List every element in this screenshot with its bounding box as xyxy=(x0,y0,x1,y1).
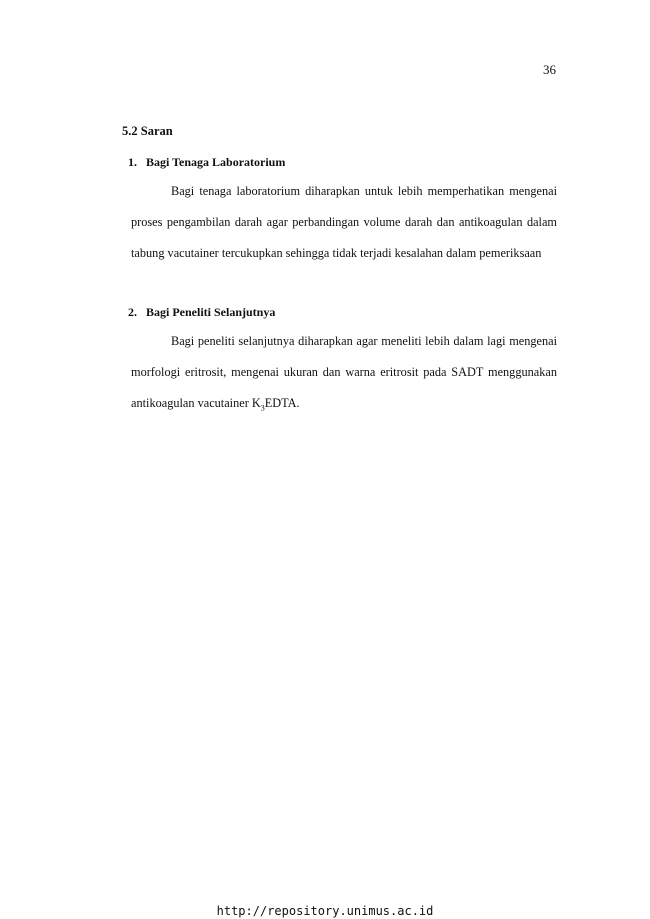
paragraph-2 xyxy=(131,326,557,423)
paragraph-2-tail: EDTA. xyxy=(264,396,300,410)
subheading-title: Bagi Peneliti Selanjutnya xyxy=(146,305,276,319)
subheading-1 xyxy=(128,155,285,170)
repository-link[interactable]: http://repository.unimus.ac.id xyxy=(216,904,434,918)
subheading-number: 1. xyxy=(128,155,137,169)
subheading-number: 2. xyxy=(128,305,137,319)
section-heading: 5.2 Saran xyxy=(122,124,173,138)
paragraph-1: Bagi tenaga laboratorium diharapkan untuk lebih memperhatikan mengenai proses pengambilan darah agar perbandingan volume darah dan antikoagulan dalam tabung vacutainer tercukupkan sehingga tidak terjadi kesalahan dalam pemeriksaan xyxy=(131,184,557,260)
paragraph-2-text: Bagi peneliti selanjutnya diharapkan agar meneliti lebih dalam lagi mengenai morfologi eritrosit, mengenai ukuran dan warna eritrosit pada SADT menggunakan antikoagulan vacutainer K xyxy=(131,334,557,410)
subscript-3: 3 xyxy=(260,403,265,413)
subheading-2 xyxy=(128,305,275,320)
subheading-title: Bagi Tenaga Laboratorium xyxy=(146,155,286,169)
page-number: 36 xyxy=(543,62,556,77)
